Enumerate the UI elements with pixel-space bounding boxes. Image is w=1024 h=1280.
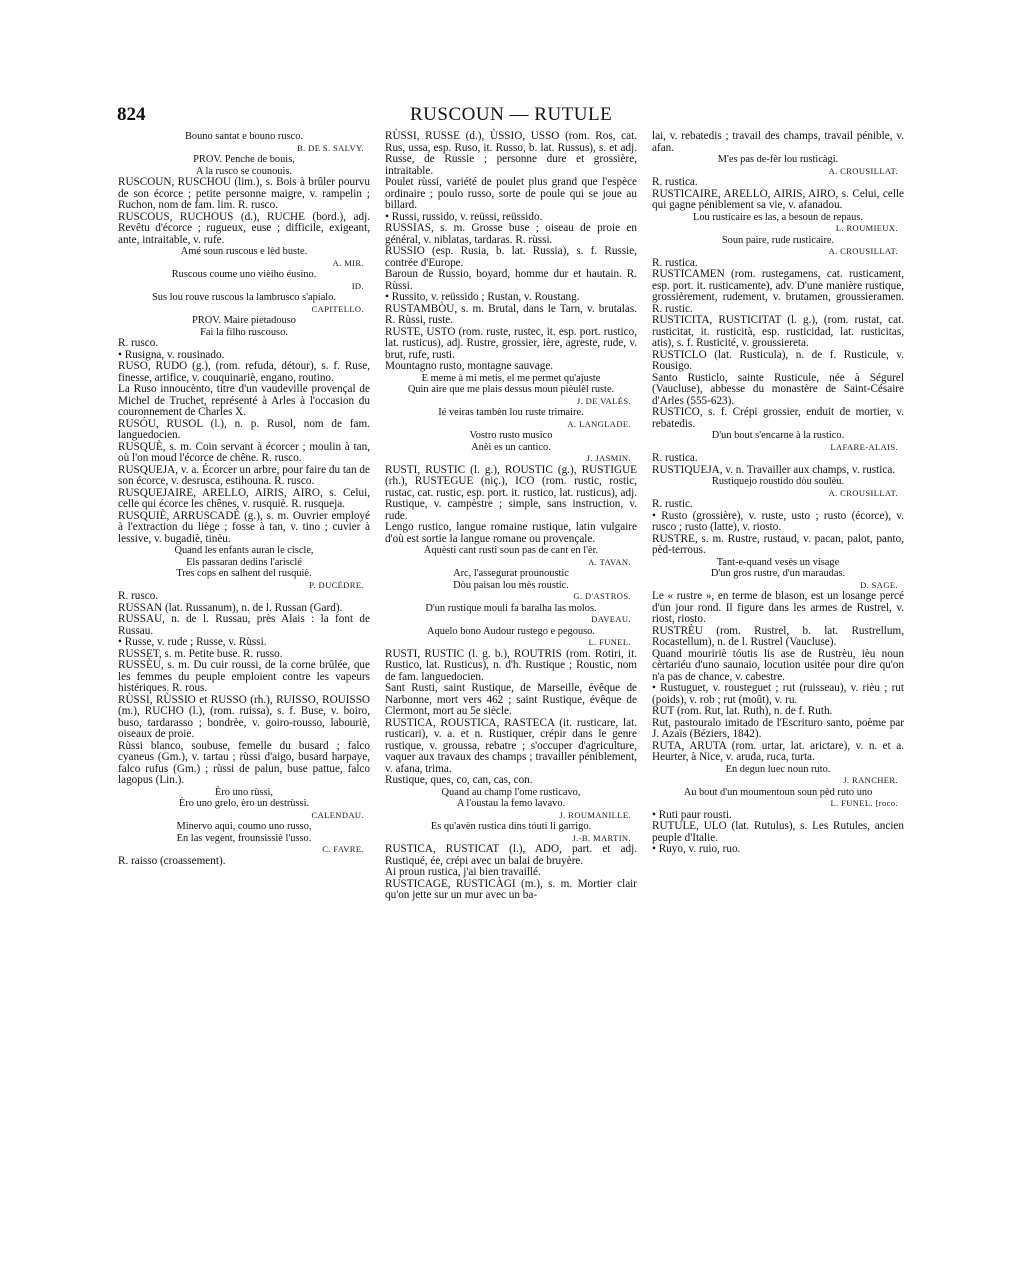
quotation: Quand au champ l'ome rusticavo, A l'oustau la femo lavavo. [441, 786, 581, 809]
quotation: Rustiquejo roustido dòu soulèu. [711, 476, 845, 487]
dictionary-entry: RUSSIAS, s. m. Grosse buse ; oiseau de proie en général, v. niblatas, tardaras. R. rùssi. [385, 222, 637, 246]
quotation-author: A. CROUSILLAT. [828, 165, 898, 176]
quotation: Ruscous coume uno vièiho éusino. [171, 269, 317, 280]
quotation-author: LAFARE-ALAIS. [830, 441, 898, 452]
dictionary-entry: RUSTICITA, RUSTICITAT (l. g.), (rom. rustat, cat. rusticitat, it. rusticità, esp. rusticidad, lat. rusticitas, atis), s. f. Rusticité, v. groussiereta. [652, 314, 904, 349]
quotation: Arc, l'assegurat prounoustic Dòu paisan lou mès roustic. [453, 568, 569, 591]
dictionary-entry: RUSCOUS, RUCHOUS (d.), RUCHE (bord.), adj. Revêtu d'écorce ; rugueux, euse ; difficile, exigeant, ante, intraitable, v. rufe. [118, 210, 370, 246]
quotation-author: J. JASMIN. [586, 453, 631, 463]
quotation-author: L. FUNEL. [588, 637, 631, 647]
dictionary-entry: RUSSÈU, s. m. Du cuir roussi, de la corne brûlée, que les femmes du peuple emploient contre les vapeurs histériques. R. rous. [118, 659, 370, 694]
quotation-author: J. RANCHER. [843, 775, 898, 785]
quotation-author: CAPITELLO. [311, 303, 364, 314]
quotation-author: A. TAVAN. [588, 556, 631, 567]
dictionary-entry: RUSTAMBÒU, s. m. Brutal, dans le Tarn, v. brutalas. R. Rùssi, ruste. [385, 302, 637, 326]
cross-reference: R. rustic. [652, 498, 693, 510]
quotation-author: L. FUNEL. [roco. [830, 798, 898, 808]
dictionary-entry: RUSTI, RUSTIC (l. g.), ROUSTIC (g.), RUSTIGUE (rh.), RUSTEGUE (niç.), ICO (rom. rustic, rostic, rustac, cat. rustic, esp. port. it. rustico, lat. rusticus), adj. Rustique, v. campèstre ; simple, sans instruction, v. rude. [385, 463, 637, 522]
quotation-author: A. CROUSILLAT. [828, 487, 898, 498]
dictionary-entry: RUSTRÈU (rom. Rustrel, b. lat. Rustrellum, Rocastellum), n. de l. Rustrel (Vaucluse). [652, 624, 904, 648]
cross-reference: R. rustica. [652, 256, 698, 269]
dictionary-entry: RUSSAU, n. de l. Russau, près Alais : la font de Russau. [118, 613, 370, 637]
quotation-author: J. DE VALÈS. [576, 395, 631, 406]
column-right [652, 131, 904, 856]
quotation: Es qu'avèn rustica dins tóuti li garrigo. [430, 821, 592, 832]
quotation: PROV. Maire pietadouso Fai la filho ruscouso. [192, 315, 296, 338]
quotation-author: DAVEAU. [591, 614, 631, 624]
dictionary-entry: RUSQUIÈ, ARRUSCADÈ (g.), s. m. Ouvrier employé à l'extraction du liège ; fosse à tan, v. tino ; cuvier à lessive, v. bugadiè, tinèu. [118, 509, 370, 545]
quotation: Ié veiras tambèn lou ruste trimaire. [438, 407, 584, 418]
quotation: D'un bout s'encarne à la rustico. [711, 430, 845, 441]
cross-reference: R. rusco. [118, 590, 159, 602]
column-left [118, 131, 370, 867]
dictionary-entry: RUSTICO, s. f. Crépi grossier, enduit de mortier, v. rebatedis. [652, 406, 904, 430]
quotation-author: C. FAVRE. [322, 844, 364, 854]
quotation: En degun luec noun ruto. [725, 763, 831, 775]
cross-reference: • Russi, russido, v. reüssi, reüssido. [385, 210, 543, 223]
dictionary-entry: RUSTICA, ROUSTICA, RASTECA (it. rusticare, lat. rusticari), v. a. et n. Rustiquer, crépir dans le genre rustique, v. groussa, rebatre ; s'occuper d'agriculture, vaquer aux travaux des champs ; travailler péniblement, v. afana, trima. [385, 716, 637, 775]
dictionary-entry: RUSTICAGE, RUSTICÀGI (m.), s. m. Mortier clair qu'on jette sur un mur avec un ba- [385, 877, 637, 901]
cross-reference: R. rustica. [652, 176, 698, 188]
quotation: E meme à mi metis, el me permet qu'ajuste Quin aire que me plais dessus moun pièulèl ruste. [407, 372, 615, 395]
quotation: Èro uno rùssi, Èro uno grelo, èro un destrùssi. [178, 786, 310, 809]
cross-reference: R. raisso (croassement). [118, 854, 226, 867]
dictionary-entry: RUSÓU, RUSOL (l.), n. p. Rusol, nom de fam. languedocien. [118, 417, 370, 441]
dictionary-entry: Poulet rùssi, variété de poulet plus grand que l'espèce ordinaire ; poulo russo, sorte de poule qui se joue au billard. [385, 176, 637, 211]
dictionary-entry: RUSTE, USTO (rom. ruste, rustec, it. esp. port. rustico, lat. rusticus), adj. Rustre, grossier, ière, agreste, rude, v. brut, rufe, rusti. [385, 325, 637, 361]
dictionary-entry: RUSSIO (esp. Rusia, b. lat. Russia), s. f. Russie, contrée d'Europe. [385, 245, 637, 269]
cross-reference: • Rusigna, v. rousinado. [118, 348, 225, 361]
quotation: Minervo aqui, coumo uno russo, En las vegent, frounsissiè l'usso. [176, 821, 312, 844]
quotation: Amé soun ruscous e lèd buste. [180, 246, 308, 257]
cross-reference: • Russito, v. reüssido ; Rustan, v. Roustang. [385, 291, 580, 303]
dictionary-entry: • Rustuguet, v. rousteguet ; rut (ruisseau), v. rièu ; rut (poids), v. rob ; rut (moût), v. ru. [652, 682, 904, 706]
quotation: Quand les enfants auran le ciscle, Els passaran dedins l'arisclé Tres cops en salhent del rusquiè. [174, 545, 314, 579]
cross-reference: R. rustica. [652, 452, 698, 464]
quotation-author: A. LANGLADE. [567, 418, 631, 429]
dictionary-entry: RUSTRE, s. m. Rustre, rustaud, v. pacan, palot, panto, pèd-terrous. [652, 532, 904, 556]
dictionary-entry: RUSTICLO (lat. Rusticula), n. de f. Rusticule, v. Rousigo. [652, 348, 904, 372]
quotation-author: A. MIR. [332, 257, 364, 268]
quotation-author: J.-B. MARTIN. [572, 832, 631, 843]
quotation-author: ID. [351, 280, 364, 291]
quotation: Sus lou rouve ruscous la lambrusco s'apialo. [152, 292, 336, 303]
dictionary-entry: Santo Rusticlo, sainte Rusticule, née à Ségurel (Vaucluse), abbesse du monastère de Saint-Césaire d'Arles (555-623). [652, 371, 904, 407]
quotation: Lou rusticaire es las, a besoun de repaus. [693, 211, 863, 223]
dictionary-entry: Rut, pastouralo imitado de l'Escrituro santo, poème par J. Azaïs (Béziers, 1842). [652, 716, 904, 740]
quotation: Aquelo bono Audour rustego e pegouso. [427, 625, 595, 637]
dictionary-entry: Ai proun rustica, j'ai bien travaillé. [385, 866, 541, 878]
dictionary-entry: RÙSSI, RUSSE (d.), ÙSSIO, USSO (rom. Ros, cat. Rus, ussa, esp. Ruso, it. Russo, b. lat. Russus), s. et adj. Russe, de Russie ; personne dure et grossière, intraitable. [385, 130, 637, 177]
quotation: Aquèsti cant rusti soun pas de cant en l'èr. [423, 545, 599, 556]
dictionary-entry: RUSQUEJA, v. a. Écorcer un arbre, pour faire du tan de son écorce, v. desrusca, estihouna. R. rusco. [118, 463, 370, 487]
dictionary-entry: Le « rustre », en terme de blason, est un losange percé d'un jour rond. Il figure dans les armes de Rustrel, v. riost, riosto. [652, 590, 904, 625]
dictionary-entry: Quand mouririè tóutis lis ase de Rustrèu, ièu noun cèrtariéu d'uno saunaio, locution usitée pour dire qu'on n'a pas de chance, v. cabestre. [652, 647, 904, 683]
dictionary-entry: RUT (rom. Rut, lat. Ruth), n. de f. Ruth. [652, 705, 833, 717]
quotation-author: P. DUCÈDRE. [309, 579, 364, 590]
dictionary-entry: RUSTIQUEJA, v. n. Travailler aux champs, v. rustica. [652, 463, 896, 476]
dictionary-entry: Rùssi blanco, soubuse, femelle du busard ; falco cyaneus (Gm.), v. tartau ; rùssi d'aigo, busard harpaye, falco rufus (Gm.) ; rùssi de palun, buse pattue, falco lagopus (Lin.). [118, 739, 370, 786]
dictionary-entry: Rustique, ques, co, can, cas, con. [385, 774, 533, 786]
dictionary-entry: RUSO, RUDO (g.), (rom. refuda, détour), s. f. Ruse, finesse, artifice, v. couquinariè, engano, routino. [118, 360, 370, 384]
quotation-author: D. SAGE. [860, 579, 898, 590]
dictionary-entry: RUSTICAMEN (rom. rustegamens, cat. rusticament, esp. port. it. rusticamente), adv. D'une manière rustique, grossièrement, rudement, v. brutamen, groussieramen. R. rustic. [652, 268, 904, 315]
dictionary-entry: RUSQUEJAIRE, ARELLO, AIRIS, AIRO, s. Celui, celle qui écorce les chênes, v. rusquiè. R. rusqueja. [118, 486, 370, 510]
dictionary-entry: RUSSET, s. m. Petite buse. R. russo. [118, 647, 283, 660]
quotation-author: B. DE S. SALVY. [297, 142, 364, 153]
running-title: RUSCOUN — RUTULE [410, 104, 613, 125]
quotation-author: L. ROUMIEUX. [835, 223, 898, 233]
quotation: PROV. Penche de bouis, A la rusco se counouis. [193, 154, 295, 177]
quotation: Soun paire, rude rusticaire. [721, 234, 835, 246]
dictionary-entry: Lengo rustico, langue romaine rustique, latin vulgaire d'où est sortie la langue romane ou provençale. [385, 521, 637, 545]
dictionary-entry: • Rusto (grossière), v. ruste, usto ; rusto (écorce), v. rusco ; rusto (latte), v. riosto. [652, 509, 904, 533]
cross-reference: • Ruyo, v. ruio, ruo. [652, 843, 741, 855]
quotation-author: A. CROUSILLAT. [828, 246, 898, 256]
quotation: Au bout d'un moumentoun soun pèd ruto uno [683, 786, 873, 798]
dictionary-entry: RÙSSI, RÙSSIO et RUSSO (rh.), RUISSO, ROUISSO (m.), RUCHO (l.), (rom. ruissa), s. f. Buse, v. boiro, buso, tardarasso ; bondrèe, v. goiro-rousso, labouriè, oiseaux de proie. [118, 693, 370, 740]
dictionary-entry: Mountagno rusto, montagne sauvage. [385, 360, 554, 372]
dictionary-entry: RUSCOUN, RUSCHOU (lim.), s. Bois à brûler pourvu de son écorce ; petite personne maigre, v. rampelin ; Ruchon, nom de fam. lim. R. rusco. [118, 176, 370, 211]
dictionary-entry: Baroun de Russio, boyard, homme dur et hautain. R. Rùssi. [385, 268, 637, 292]
dictionary-entry: Sant Rusti, saint Rustique, de Marseille, évêque de Narbonne, mort vers 462 ; saint Rustique, évêque de Clermont, mort au 5e siècle. [385, 682, 637, 717]
quotation: Vostro rusto musico Anèi es un cantico. [469, 430, 553, 453]
quotation: Bouno santat e bouno rusco. [184, 131, 304, 142]
cross-reference: • Russe, v. rude ; Russe, v. Rùssi. [118, 636, 267, 648]
dictionary-entry: RUTA, ARUTA (rom. urtar, lat. arictare), v. n. et a. Heurter, à Nice, v. aruda, ruca, turta. [652, 739, 904, 763]
quotation: M'es pas de-fèr lou rusticàgi. [717, 154, 839, 165]
quotation: D'un rustique mouli fa baralha las molos. [425, 602, 597, 614]
cross-reference: R. rusco. [118, 337, 159, 349]
page-number: 824 [117, 104, 146, 125]
quotation-author: J. ROUMANILLE. [559, 809, 631, 820]
dictionary-entry: RUSQUÈ, s. m. Coin servant à écorcer ; moulin à tan, où l'on moud l'écorce de chêne. R. rusco. [118, 440, 370, 464]
dictionary-entry: La Ruso innoucènto, titre d'un vaudeville provençal de Michel de Truchet, représenté à Arles à l'occasion du couronnement de Charles X. [118, 383, 370, 418]
quotation: Tant-e-quand vesès un visage D'un gros rustre, d'un maraudas. [710, 556, 846, 579]
dictionary-entry: RUTULE, ULO (lat. Rutulus), s. Les Rutules, ancien peuple d'Italie. [652, 820, 904, 844]
dictionary-entry: RUSTICAIRE, ARELLO, AIRIS, AIRO, s. Celui, celle qui gagne péniblement sa vie, v. afanadou. [652, 187, 904, 211]
quotation-author: G. D'ASTROS. [573, 591, 631, 601]
dictionary-entry: RUSTICA, RUSTICAT (l.), ADO, part. et adj. Rustiqué, ée, crépi avec un balai de bruyère. [385, 843, 637, 867]
cross-reference: • Ruti paur rousti. [652, 808, 732, 821]
quotation-author: CALENDAU. [311, 809, 364, 820]
dictionary-entry: lai, v. rebatedis ; travail des champs, travail pénible, v. afan. [652, 130, 904, 154]
column-middle [385, 131, 637, 902]
dictionary-entry: RUSSAN (lat. Russanum), n. de l. Russan (Gard). [118, 601, 343, 614]
dictionary-entry: RUSTI, RUSTIC (l. g. b.), ROUTRIS (rom. Rotiri, it. Rustico, lat. Rusticus), n. d'h. Rustique ; Roustic, nom de fam. languedocien. [385, 647, 637, 683]
